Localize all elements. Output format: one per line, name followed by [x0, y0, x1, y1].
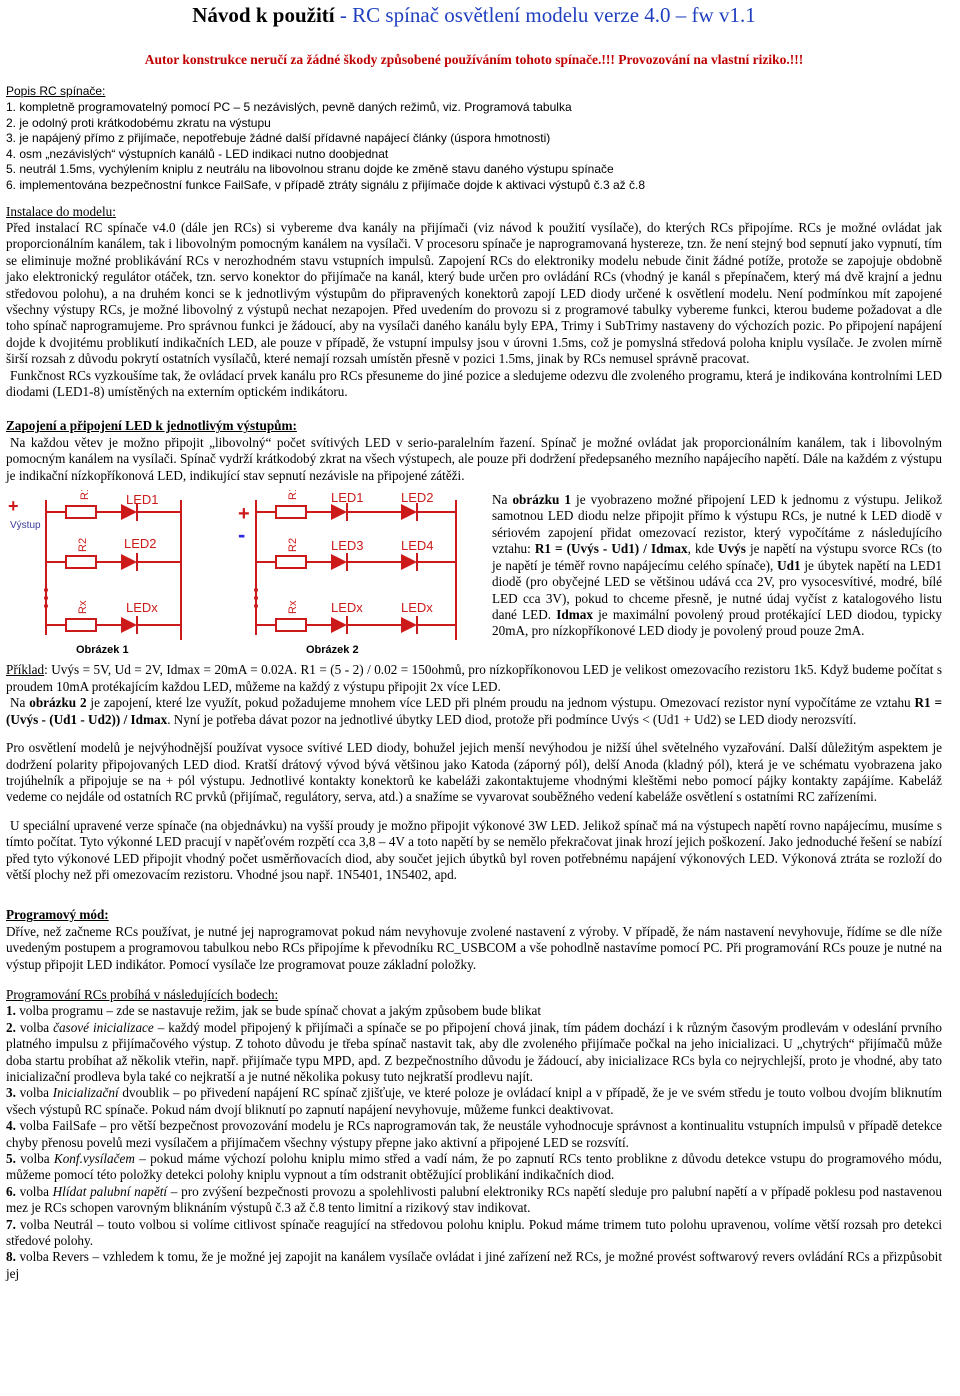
term: Idmax — [556, 606, 593, 622]
step-number: 3. — [6, 1085, 16, 1101]
step-number: 8. — [6, 1249, 16, 1265]
text-run: – pro zvýšení bezpečnosti provozu a spolehlivosti palubní elektroniky RCs napětí sleduje pro palubní napětí a v případě poklesu pod nastavenou mez je RCs schopen varovným bliknáním výstupů č.3 až č.8 tento limitní a rizikový stav indikovat. — [6, 1183, 942, 1216]
popis-section — [6, 84, 942, 193]
fig1-vystup-label: Výstup — [10, 520, 41, 532]
step-item — [6, 1151, 942, 1184]
fig2-ledx-label: LEDx — [331, 600, 363, 616]
step-item — [6, 1249, 942, 1282]
popis-item: 3. je napájený přímo z přijímače, nepotřebuje žádné další přídavné napájecí články (úspora hmotnosti) — [6, 131, 551, 146]
fig1-r2-label: R2 — [77, 538, 89, 553]
text-run: je vyobrazeno možné připojení LED k jednomu z výstupu. Jelikož samotnou LED diodu nelze připojit přímo k výstupu RCs, je nutné k LED diodě v sériovém zapojení přidat omezovací rezistor, který vypočítáme z následujícího vztahu: — [492, 492, 942, 557]
fig1-caption: Obrázek 1 — [76, 644, 129, 657]
step-item — [6, 1217, 942, 1250]
step-number: 5. — [6, 1151, 16, 1167]
specialni-paragraph: U speciální upravené verze spínače (na objednávku) na vyšší proudy je možno připojit výkonové 3W LED. Jelikož spínač má na výstupech napětí rovno napájecímu, musíme s tímto počítat. Tyto výkonné LED pracují v napěťovém rozpětí cca 3,8 – 4V a toto napětí by se nemělo překračovat jinak hrozí jejich poškození. Jako jednoduché řešení se nabízí před tyto výkonové LED připojit vhodný počet usměrňovacích diod, aby součet jejich úbytků byl roven potřebnému napájení výkonových LED. Výkonová ztráta se rozloží do větší plochy než při omezovacím rezistoru. Vhodné jsou např. 1N5401, 1N5402, apd. — [6, 817, 942, 882]
text-run: volba — [15, 1085, 53, 1101]
fig1-rx-label: Rx — [77, 600, 89, 615]
osvetleni-paragraph: Pro osvětlení modelů je nejvýhodnější používat vysoce svítivé LED diody, bohužel jejich menší nevýhodou je nižší úhel světelného vyzařování. Další důležitým aspektem je dodržení polarity připojovaných LED diod. Kratší drátový vývod bývá většinou jako Katoda (záporný pól), delší Anoda (kladný pól), která je ve schématu vyobrazena jako trojúhelník a připojuje se na + pól výstupu. Jednotlivé kontakty konektorů ke kabeláži zakontaktujeme vhodnými kleštěmi nebo pomocí pájky kontakty zapájíme. Kabeláž vedeme co nejdále od ostatních RC prvků (přijímač, regulátory, serva, atd.) a snažíme se vyvarovat souběžného vedení kabeláže osvětlení s ostatními RC zařízeními. — [6, 740, 942, 805]
text-run: volba — [15, 1216, 54, 1232]
popis-item: 2. je odolný proti krátkodobému zkratu na výstupu — [6, 115, 271, 130]
text-run: Na — [492, 492, 513, 508]
popis-item: 1. kompletně programovatelný pomocí PC – 5 nezávislých, pevně daných režimů, viz. Programová tabulka — [6, 100, 572, 114]
obrazek-1-description — [492, 492, 942, 662]
step-item — [6, 1085, 942, 1118]
text-run: – pro větší bezpečnost provozování modelu je RCs naprogramován tak, že neustále vyhodnocuje správnost a kontinualitu vstupních impulsů v případě detekce chyby přenosu povelů mezi vysílačem a přijímačem všechny výstupy přepne jako aktivní a připojené LED se rozsvítí. — [6, 1118, 942, 1150]
fig2-caption: Obrázek 2 — [306, 644, 359, 657]
fig2-r2-label: R2 — [287, 538, 299, 553]
text-run: – zde se nastavuje režim, jak se bude spínač chovat a jakým způsobem bude blikat — [103, 1003, 542, 1019]
step-term: Neutrál — [53, 1216, 94, 1232]
text-run: volba — [15, 1183, 53, 1199]
circuit-diagram — [6, 490, 484, 658]
instalace-heading: Instalace do modelu: — [6, 203, 116, 219]
title-rest: - RC spínač osvětlení modelu verze 4.0 – fw v1.1 — [334, 3, 756, 27]
instalace-paragraph-1: Před instalací RC spínače v4.0 (dále jen RCs) si vybereme dva kanály na přijímači (viz návod k použití vysílače), do kterých RCs připojíme. RCs je možné ovládat jak proporcionálním kanálem, tak i libovolným pomocným kanálem na vysílači. V procesoru spínače je naprogramovaná hystereze, tzn. že není stejný bod sepnutí jako vypnutí, tím se eliminuje možné problikávání RCs v nerozhodném stavu vstupních impulsů. Zapojení RCs do elektroniky modelu nebude činit žádné potíže, protože se zapojuje obdobně jako elektronický regulátor otáček, tzn. servo konektor do přijímače na kanál, který bude určen pro ovládání RCs (vhodný je kanál s přepínačem, který má dvě krajní a jednu středovou polohu), a na druhém konci se k jednotlivým výstupům do připravených konektorů zapojí LED diody určené k osvětlení modelu. Není podmínkou mít zapojené všechny výstupy RCs, je možné libovolný z výstupů nechat nezapojen. Před uvedením do provozu si z programové tabulky vybereme funkci, kterou budeme požadovat a dle toho spínač naprogramujeme. Pro správnou funkci je žádoucí, aby na vysílači daného kanálu byly EPA, Trimy i SubTrimy nastaveny do výchozích pozic. Po připojení napájení dojde k dvojitému problikutí indikačních LED, ale pouze v případě, že vstupní impulsy jsou v úrovni 1.5ms, což je pomyslná středová poloha kniplu vysílače. Je zvolen mírně širší rozsah z důvodu pokrytí ostatních vysílačů, které nemají rozsah umístěn přesně v pozici 1.5ms, jinak by RCs nemusel správně pracovat. — [6, 219, 942, 367]
zapojeni-paragraph: Na každou větev je možno připojit „libovolný“ počet svítivých LED v serio-paralelním řazení. Spínač je možné ovládat jak proporcionálním kanálem, tak i libovolným pomocným kanálem na vysílači. Spínač vydrží krátkodobý zkrat na všech výstupech, ale pouze při dodržení předepsaného mezního napájecího napětí. Dále na každém z výstupu je indikační nízkopříkonová LED, indikující stav sepnutí nezávisle na připojené zátěži. — [6, 434, 942, 483]
step-term: Konf.vysílačem — [53, 1151, 135, 1167]
text-run: je úbytek napětí na LED1 diodě (pro obyčejné LED se většinou udává cca 2V, pro vysocesvítivé, modré, bílé LED cca 3V), pokud to chceme přesně, je nutné údaj vyčíst z katalogového listu dané LED. — [492, 557, 942, 622]
text-run: Na — [10, 695, 30, 711]
text-run: , kde — [687, 541, 719, 557]
probiha-heading: Programování RCs probíhá v následujících bodech: — [6, 986, 279, 1002]
obrazek-2-paragraph — [6, 695, 942, 728]
text-run: dvoublik – po přivedení napájení RC spínač zjišťuje, ve které poloze je ovládací knipl a v případě, že je ve svém středu je touto volbou dvojím bliknutím všech výstupů RC spínače. Pokud nám dvojí bliknutí po zapnutí napájení nevyhovuje, můžeme funkci deaktivovat. — [6, 1085, 942, 1117]
popis-heading: Popis RC spínače: — [6, 84, 106, 99]
steps-list — [6, 1003, 942, 1282]
step-term: programu — [51, 1003, 104, 1019]
prog-heading: Programový mód: — [6, 907, 109, 923]
term: Ud1 — [777, 557, 801, 573]
figure-ref: obrázku 2 — [29, 695, 87, 711]
figure-row — [6, 490, 942, 662]
step-number: 1. — [6, 1003, 16, 1019]
fig2-led2-label: LED2 — [401, 490, 434, 506]
prog-paragraph: Dříve, než začneme RCs používat, je nutné jej naprogramovat pokud nám nevyhovuje zvolené nastavení z výroby. V případě, že nám nastavení nevyhovuje, řídíme se dle níže uvedeným postupem a programovou tabulkou nebo RCs připojíme k převodníku RC_USBCOM a vše pohodlně nastavíme pomocí PC. Při programování RCs pouze je nutné na výstup připojit LED indikátor. Pomocí vysílače lze programovat pouze základní položky. — [6, 923, 942, 972]
step-term: Inicializační — [52, 1085, 119, 1101]
text-run: volba — [15, 1118, 53, 1134]
fig2-led3-label: LED3 — [331, 538, 364, 554]
step-number: 7. — [6, 1216, 16, 1232]
text-run: – vzhledem k tomu, že je možné jej zapojit na kanálem vysílače ovládat i jiné zařízení než RCs, je možné provést softwarový revers ovládání RCs a přizpůsobit jej — [6, 1249, 942, 1281]
step-number: 6. — [6, 1183, 16, 1199]
step-term: FailSafe — [52, 1118, 97, 1134]
text-run: volba — [15, 1019, 54, 1035]
title-main: Návod k použití — [192, 3, 335, 27]
popis-item: 4. osm „nezávislých“ výstupních kanálů - LED indikaci nutno doobjednat — [6, 146, 389, 161]
text-run: volba — [15, 1249, 53, 1265]
step-item — [6, 1003, 942, 1019]
fig2-minus: - — [238, 522, 246, 548]
step-item — [6, 1020, 942, 1086]
step-number: 4. — [6, 1118, 16, 1134]
text-run: volba — [15, 1151, 54, 1167]
fig2-plus: + — [238, 503, 250, 526]
step-number: 2. — [6, 1019, 16, 1035]
instalace-paragraph-2: Funkčnost RCs vyzkoušíme tak, že ovládací prvek kanálu pro RCs přesuneme do jiné pozice a sledujeme odezvu dle zvoleného programu, která je indikována kontrolními LED diodami (LED1-8) umístěných na externím optickém indikátoru. — [6, 367, 942, 400]
fig1-led1-label: LED1 — [126, 492, 159, 508]
text-run: – pokud máme výchozí polohu kniplu mimo střed a vadí nám, že po zapnutí RCs tento problikne z důvodu detekce vstupu do programového módu, můžeme pomocí této položky detekci polohy kniplu vypnout a tím odstranit obtěžující problikání indikačních diod. — [6, 1151, 942, 1183]
text-run: . Nyní je potřeba dávat pozor na jednotlivé úbytky LED diod, protože při podmínce Uvýs < (Ud1 + Ud2) se LED diody nerozsvítí. — [167, 711, 857, 727]
zapojeni-heading: Zapojení a připojení LED k jednotlivým výstupům: — [6, 418, 297, 434]
figure-ref: obrázku 1 — [512, 492, 571, 508]
circuit-figures — [6, 490, 484, 662]
popis-item: 5. neutrál 1.5ms, vychýlením kniplu z neutrálu na libovolnou stranu dojde ke změně stavu daného výstupu spínače — [6, 162, 614, 177]
fig1-ledx-label: LEDx — [126, 600, 158, 616]
priklad-paragraph — [6, 662, 942, 695]
fig2-ledx2-label: LEDx — [401, 600, 433, 616]
document-title — [6, 2, 942, 28]
formula: R1 = (Uvýs - Ud1) / Idmax — [534, 541, 688, 557]
fig1-led2-label: LED2 — [124, 536, 157, 552]
step-term: Revers — [52, 1249, 89, 1265]
warning-notice: Autor konstrukce neručí za žádné škody způsobené používáním tohoto spínače.!!! Provozování na vlastní riziko.!!! — [144, 52, 804, 67]
formula: R1 = (Uvýs - (Ud1 - Ud2)) / Idmax — [6, 695, 942, 727]
document-page — [6, 0, 942, 1282]
fig2-rx-label: Rx — [287, 600, 299, 615]
step-term: časové inicializace — [53, 1019, 154, 1035]
text-run: je maximální povolený proud protékající LED diodou, typicky 20mA, pro nízkopříkonové LED diody je povolený proud pouze 2mA. — [492, 606, 942, 639]
text-run: – touto volbou si volíme citlivost spínače reagující na středovou polohu kniplu. Pokud máme trimem tuto polohu upravenou, volíme větší rozsah pro detekci středové polohy. — [6, 1216, 942, 1249]
step-item — [6, 1184, 942, 1217]
priklad-text: : Uvýs = 5V, Ud = 2V, Idmax = 20mA = 0.02A. R1 = (5 - 2) / 0.02 = 150ohmů, pro nízkopříkonovou LED je velikost omezovacího rezistoru 1k5. Když budeme počítat s proudem 10mA protékajícím každou LED, můžeme na každý z výstupu připojit 2x více LED. — [6, 662, 942, 694]
fig2-led1-label: LED1 — [331, 490, 364, 506]
text-run: volba — [15, 1003, 52, 1019]
text-run: je napětí na výstupu svorce RCs (to je napětí je téměř rovno napájecímu celého spínače), — [492, 541, 942, 573]
term: Uvýs — [718, 541, 746, 557]
text-run: je zapojení, které lze využít, pokud požadujeme mnohem více LED při plném proudu na jednom výstupu. Omezovací rezistor nyní vypočítáme ze vztahu — [86, 695, 915, 711]
fig2-led4-label: LED4 — [401, 538, 434, 554]
text-run: – každý model připojený k přijímači a spínače se po připojení chová jinak, tím pádem dochází i k různým časovým prodlevám v odeslání prvního platného impulsu z přijímačového výstup. Z tohoto důvodu je třeba spínač nastavit tak, aby dle zvoleného přijímače počkal na jeho inicializaci. U „chytrých“ přijímačů může doba startu probíhat až několik vteřin, např. přijímače typu MPD, apd. Z bezpečnostního důvodu je žádoucí, aby inicializace RCs byla co nejrychlejší, proto je vhodné, aby tato inicializační prodleva byla také co nejkratší a je nutné několika pokusy tuto nejkratší prodlevu najít. — [6, 1019, 942, 1084]
fig1-r1-label: R1 — [79, 490, 91, 501]
fig2-r1-label: R1 — [287, 490, 299, 501]
popis-list — [6, 100, 942, 194]
step-term: Hlídat palubní napětí — [52, 1183, 168, 1199]
step-item — [6, 1118, 942, 1151]
priklad-label: Příklad — [6, 662, 45, 678]
fig1-plus: + — [8, 496, 19, 517]
popis-item: 6. implementována bezpečnostní funkce FailSafe, v případě ztráty signálu z přijímače dojde k aktivaci výstupů č.3 až č.8 — [6, 177, 645, 192]
